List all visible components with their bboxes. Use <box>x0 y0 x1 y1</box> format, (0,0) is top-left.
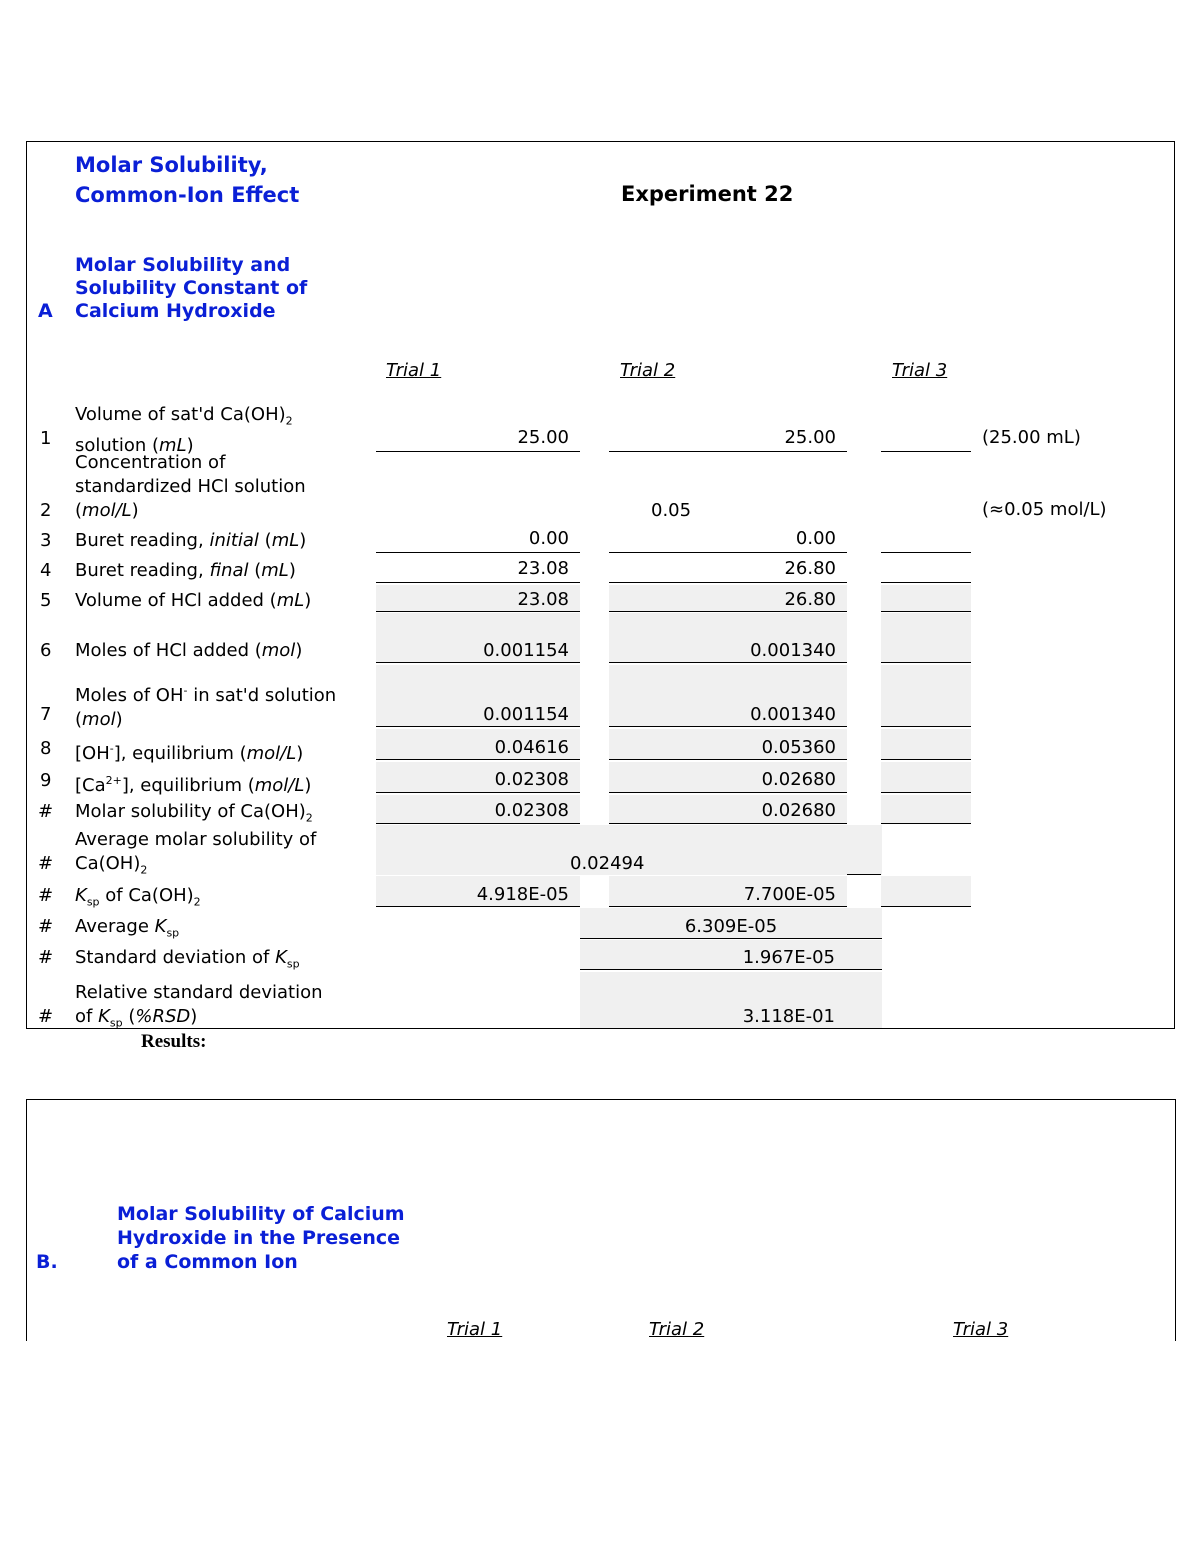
row-label-concentration-hcl: Concentration of standardized HCl solution (mol/L) <box>75 452 306 521</box>
row-13-value: 6.309E-05 <box>580 908 882 939</box>
results-label: Results: <box>141 1031 207 1052</box>
row-9-trial-2: 0.02680 <box>609 762 847 793</box>
row-10-trial-1: 0.02308 <box>376 795 580 824</box>
section-b-heading <box>117 1202 405 1274</box>
row-number: 3 <box>40 530 52 551</box>
row-number: 8 <box>40 738 52 759</box>
row-3-trial-3[interactable] <box>881 527 971 553</box>
row-number: 7 <box>40 704 52 725</box>
title-line-1: Molar Solubility, <box>75 153 268 177</box>
row-1-trial-1[interactable]: 25.00 <box>376 426 580 452</box>
row-label-volume-hcl: Volume of HCl added (mL) <box>75 590 312 611</box>
section-b-heading-line-1: Molar Solubility of Calcium <box>117 1203 405 1225</box>
row-number: 4 <box>40 560 52 581</box>
title-line-2: Common-Ion Effect <box>75 183 300 207</box>
row-6-trial-3 <box>881 613 971 663</box>
row-number: # <box>38 885 54 906</box>
row-2-value[interactable]: 0.05 <box>651 500 692 521</box>
row-number: 5 <box>40 590 52 611</box>
row-label-buret-initial: Buret reading, initial (mL) <box>75 530 307 551</box>
row-label-ca-equilibrium: $[Ca^{2+}]$, equilibrium (mol/L) <box>75 774 312 796</box>
row-label-moles-hcl: Moles of HCl added (mol) <box>75 640 303 661</box>
row-label-moles-oh: Moles of OH- in sat'd solution (mol) <box>75 684 337 730</box>
row-8-trial-3 <box>881 729 971 760</box>
row-label-rsd-ksp: Relative standard deviation of $K_{sp}$ (%RSD) <box>75 982 323 1030</box>
row-label-average-molar-solubility: Average molar solubility of $Ca(OH)_2$ <box>75 829 317 877</box>
row-1-trial-3[interactable] <box>881 426 971 452</box>
row-4-trial-1[interactable]: 23.08 <box>376 557 580 583</box>
page-title <box>75 150 299 210</box>
row-number: 1 <box>40 428 52 449</box>
row-label-average-ksp: Average $K_{sp}$ <box>75 916 180 940</box>
row-8-trial-1: 0.04616 <box>376 729 580 760</box>
row-9-trial-3 <box>881 762 971 793</box>
row-label-volume-satd: Volume of sat'd $Ca(OH)_2$ solution (mL) <box>75 404 293 456</box>
row-3-trial-2[interactable]: 0.00 <box>609 527 847 553</box>
section-b-heading-line-2: Hydroxide in the Presence <box>117 1227 400 1249</box>
row-3-trial-1[interactable]: 0.00 <box>376 527 580 553</box>
row-4-trial-3[interactable] <box>881 557 971 583</box>
section-a-heading-line-3: Calcium Hydroxide <box>75 300 276 322</box>
section-b-heading-line-3: of a Common Ion <box>117 1251 298 1273</box>
row-7-trial-2: 0.001340 <box>609 665 847 727</box>
row-number: 6 <box>40 640 52 661</box>
row-number: # <box>38 1006 54 1027</box>
row-number: # <box>38 801 54 822</box>
row-11-value: 0.02494 <box>570 853 645 874</box>
row-10-trial-2: 0.02680 <box>609 795 847 824</box>
experiment-number: Experiment 22 <box>621 182 794 206</box>
row-6-trial-2: 0.001340 <box>609 613 847 663</box>
row-14-value: 1.967E-05 <box>580 940 882 970</box>
section-a-letter: A <box>38 300 53 322</box>
row-label-oh-equilibrium: [OH-], equilibrium (mol/L) <box>75 742 304 764</box>
row-12-trial-3 <box>881 876 971 907</box>
row-number: 2 <box>40 500 52 521</box>
average-solubility-underline <box>847 874 881 875</box>
row-number: # <box>38 947 54 968</box>
section-a-heading-line-1: Molar Solubility and <box>75 254 291 276</box>
row-number: # <box>38 853 54 874</box>
row-6-trial-1: 0.001154 <box>376 613 580 663</box>
row-label-molar-solubility: Molar solubility of $Ca(OH)_2$ <box>75 801 313 825</box>
trial-2-header: Trial 2 <box>620 360 676 381</box>
row-9-trial-1: 0.02308 <box>376 762 580 793</box>
row-number: 9 <box>40 770 52 791</box>
row-8-trial-2: 0.05360 <box>609 729 847 760</box>
row-7-trial-3 <box>881 665 971 727</box>
row-label-std-dev-ksp: Standard deviation of $K_{sp}$ <box>75 947 300 971</box>
row-number: # <box>38 916 54 937</box>
row-5-trial-1: 23.08 <box>376 585 580 612</box>
b-trial-1-header: Trial 1 <box>447 1319 503 1340</box>
row-1-note: (25.00 mL) <box>982 427 1081 448</box>
row-5-trial-3 <box>881 585 971 612</box>
trial-3-header: Trial 3 <box>892 360 948 381</box>
b-trial-2-header: Trial 2 <box>649 1319 705 1340</box>
row-2-note: (≈0.05 mol/L) <box>982 499 1107 520</box>
section-b-letter: B. <box>36 1251 58 1273</box>
b-trial-3-header: Trial 3 <box>953 1319 1009 1340</box>
row-1-trial-2[interactable]: 25.00 <box>609 426 847 452</box>
section-a-heading-line-2: Solubility Constant of <box>75 277 308 299</box>
row-12-trial-2: 7.700E-05 <box>609 876 847 907</box>
trial-1-header: Trial 1 <box>386 360 442 381</box>
row-12-trial-1: 4.918E-05 <box>376 876 580 907</box>
row-7-trial-1: 0.001154 <box>376 665 580 727</box>
row-4-trial-2[interactable]: 26.80 <box>609 557 847 583</box>
row-15-value: 3.118E-01 <box>580 972 882 1028</box>
row-10-trial-3 <box>881 795 971 824</box>
row-label-buret-final: Buret reading, final (mL) <box>75 560 296 581</box>
row-label-ksp: $K_{sp}$ of $Ca(OH)_2$ <box>75 885 201 909</box>
row-5-trial-2: 26.80 <box>609 585 847 612</box>
section-a-heading <box>75 254 307 323</box>
